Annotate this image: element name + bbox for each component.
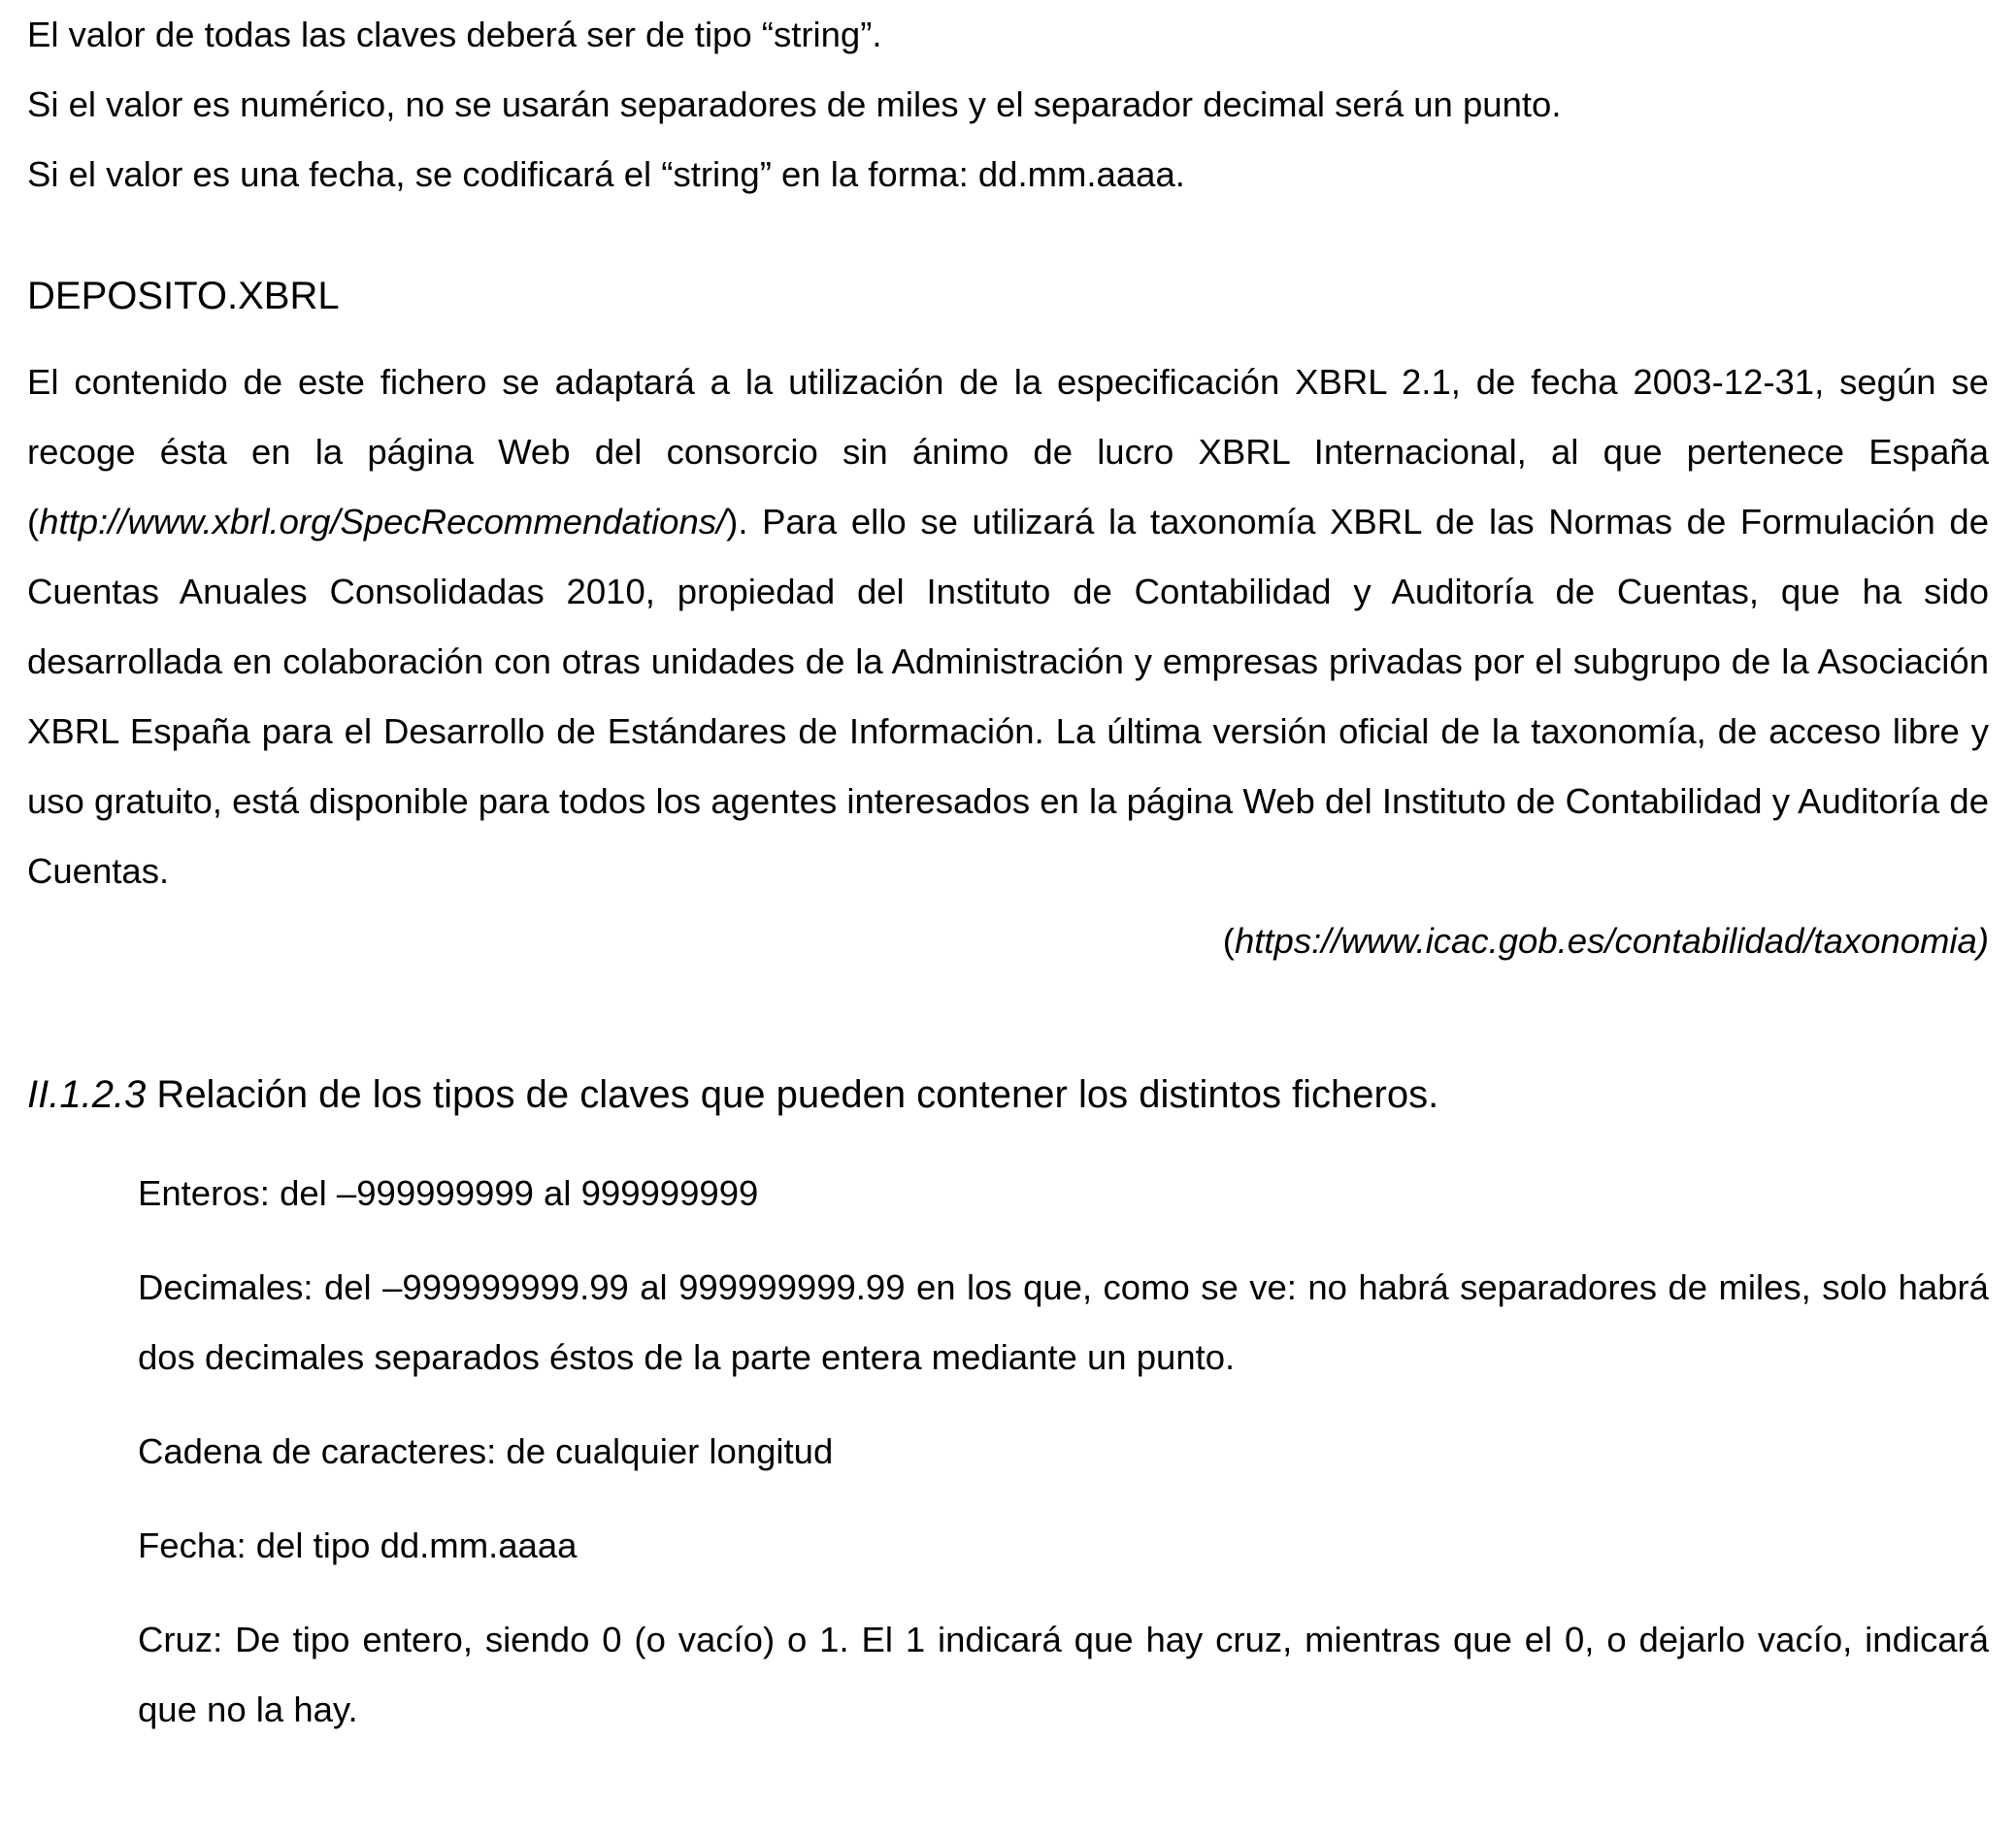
- xbrl-spec-link[interactable]: http://www.xbrl.org/SpecRecommendations/: [39, 502, 727, 541]
- intro-line-string-type: El valor de todas las claves deberá ser de tipo “string”.: [27, 15, 882, 54]
- icac-url-line: [27, 906, 1989, 976]
- type-item-enteros: Enteros: del –999999999 al 999999999: [138, 1173, 759, 1213]
- intro-block: [27, 0, 1989, 210]
- type-item-cruz: Cruz: De tipo entero, siendo 0 (o vacío) o 1. El 1 indicará que hay cruz, mientras que el 0, o dejarlo vacío, indicará que no la hay.: [138, 1620, 1989, 1729]
- deposito-paragraph: [27, 347, 1989, 906]
- deposito-heading: DEPOSITO.XBRL: [27, 275, 340, 317]
- intro-line-date-format: Si el valor es una fecha, se codificará el “string” en la forma: dd.mm.aaaa.: [27, 154, 1185, 194]
- section-number: II.1.2.3: [27, 1073, 147, 1116]
- intro-line-numeric-format: Si el valor es numérico, no se usarán separadores de miles y el separador decimal será un punto.: [27, 84, 1562, 124]
- type-item-fecha: Fecha: del tipo dd.mm.aaaa: [138, 1525, 578, 1565]
- section-title-text: Relación de los tipos de claves que pueden contener los distintos ficheros.: [146, 1073, 1439, 1116]
- type-item-decimales: Decimales: del –999999999.99 al 999999999.99 en los que, como se ve: no habrá separadores de miles, solo habrá dos decimales separados éstos de la parte entera mediante un punto.: [138, 1267, 1989, 1377]
- icac-taxonomy-link[interactable]: https://www.icac.gob.es/contabilidad/taxonomia): [1234, 921, 1989, 961]
- icac-url-open-paren: (: [1222, 921, 1235, 961]
- deposito-paragraph-part2: ). Para ello se utilizará la taxonomía XBRL de las Normas de Formulación de Cuentas Anuales Consolidadas 2010, propiedad del Instituto de Contabilidad y Auditoría de Cuentas, que ha sido desarrollada en colaboración con otras unidades de la Administración y empresas privadas por el subgrupo de la Asociación XBRL España para el Desarrollo de Estándares de Información. La última versión oficial de la taxonomía, de acceso libre y uso gratuito, está disponible para todos los agentes interesados en la página Web del Instituto de Contabilidad y Auditoría de Cuentas.: [27, 502, 1989, 891]
- deposito-paragraph-part1: El contenido de este fichero se adaptará a la utilización de la especificación XBRL 2.1, de fecha 2003-12-31, según se recoge ésta en la página Web del consorcio sin ánimo de lucro XBRL Internacional, al que pertenece España (: [27, 362, 1989, 541]
- document-page: [27, 0, 1989, 1745]
- section-title: [27, 1066, 1989, 1124]
- key-types-list: [138, 1159, 1989, 1745]
- type-item-cadena: Cadena de caracteres: de cualquier longitud: [138, 1431, 834, 1471]
